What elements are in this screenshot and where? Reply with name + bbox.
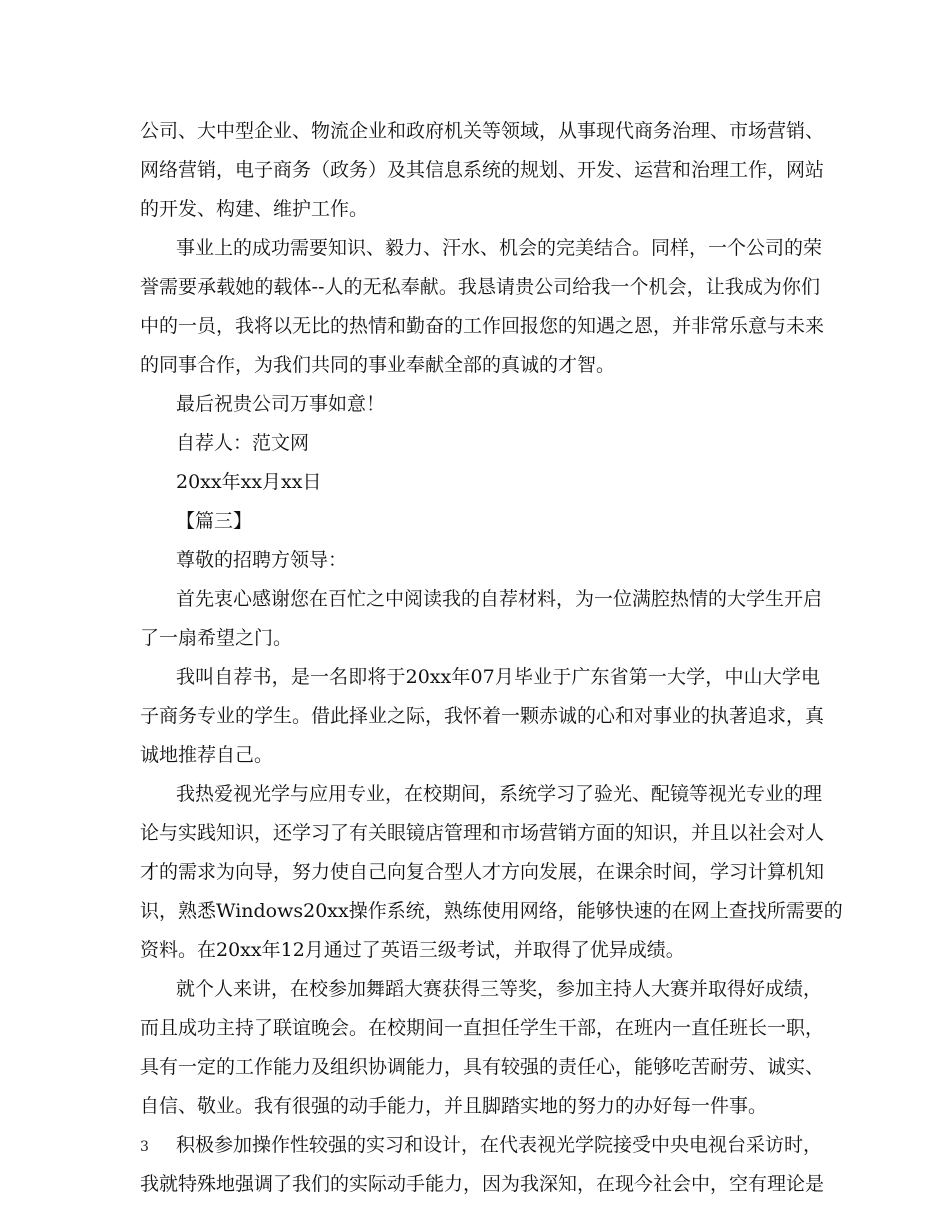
paragraph — [140, 229, 825, 385]
paragraph-line: 论与实践知识，还学习了有关眼镜店管理和市场营销方面的知识，并且以社会对人 — [140, 822, 825, 844]
paragraph-line: 识，熟悉Windows20xx操作系统，熟练使用网络，能够快速的在网上查找所需要的 — [140, 900, 843, 922]
paragraph — [140, 541, 820, 580]
paragraph — [140, 658, 825, 775]
paragraph-line: 公司、大中型企业、物流企业和政府机关等领域，从事现代商务治理、市场营销、 — [140, 120, 825, 142]
paragraph-line: 了一扇希望之门。 — [140, 627, 293, 649]
paragraph-line: 网络营销，电子商务（政务）及其信息系统的规划、开发、运营和治理工作，网站 — [140, 159, 825, 181]
paragraph — [140, 385, 820, 424]
paragraph — [140, 112, 825, 229]
paragraph-line: 就个人来讲，在校参加舞蹈大赛获得三等奖，参加主持人大赛并取得好成绩， — [176, 978, 823, 1000]
paragraph — [140, 502, 820, 541]
paragraph — [140, 775, 843, 970]
paragraph-line: 具有一定的工作能力及组织协调能力，具有较强的责任心，能够吃苦耐劳、诚实、 — [140, 1056, 825, 1078]
paragraph-line: 尊敬的招聘方领导： — [176, 549, 348, 571]
paragraph — [140, 580, 823, 658]
paragraph-line: 最后祝贵公司万事如意！ — [176, 393, 386, 415]
paragraph-line: 的开发、构建、维护工作。 — [140, 198, 369, 220]
paragraph-line: 誉需要承载她的载体--人的无私奉献。我恳请贵公司给我一个机会，让我成为你们 — [140, 276, 820, 298]
paragraph-line: 子商务专业的学生。借此择业之际，我怀着一颗赤诚的心和对事业的执著追求，真 — [140, 705, 825, 727]
paragraph-line: 自荐人：范文网 — [176, 432, 310, 454]
paragraph-line: 【篇三】 — [176, 510, 253, 532]
paragraph-line: 的同事合作，为我们共同的事业奉献全部的真诚的才智。 — [140, 354, 616, 376]
paragraph-line: 我就特殊地强调了我们的实际动手能力，因为我深知，在现今社会中，空有理论是 — [140, 1173, 825, 1195]
paragraph-line: 我热爱视光学与应用专业，在校期间，系统学习了验光、配镜等视光专业的理 — [176, 783, 823, 805]
paragraph — [140, 424, 820, 463]
page-number: 3 — [140, 1139, 149, 1155]
document-body — [140, 112, 843, 1204]
paragraph-line: 才的需求为向导，努力使自己向复合型人才方向发展，在课余时间，学习计算机知 — [140, 861, 825, 883]
paragraph-line: 中的一员，我将以无比的热情和勤奋的工作回报您的知遇之恩，并非常乐意与未来 — [140, 315, 825, 337]
paragraph — [140, 463, 820, 502]
paragraph-line: 20xx年xx月xx日 — [176, 471, 322, 493]
paragraph-line: 我叫自荐书，是一名即将于20xx年07月毕业于广东省第一大学，中山大学电 — [176, 666, 820, 688]
paragraph-line: 而且成功主持了联谊晚会。在校期间一直担任学生干部，在班内一直任班长一职， — [140, 1017, 825, 1039]
paragraph-line: 自信、敬业。我有很强的动手能力，并且脚踏实地的努力的办好每一件事。 — [140, 1095, 768, 1117]
paragraph-line: 事业上的成功需要知识、毅力、汗水、机会的完美结合。同样，一个公司的荣 — [176, 237, 823, 259]
paragraph — [140, 970, 825, 1126]
paragraph-line: 资料。在20xx年12月通过了英语三级考试，并取得了优异成绩。 — [140, 939, 685, 961]
paragraph-line: 积极参加操作性较强的实习和设计，在代表视光学院接受中央电视台采访时， — [176, 1134, 823, 1156]
paragraph — [140, 1126, 825, 1204]
paragraph-line: 首先衷心感谢您在百忙之中阅读我的自荐材料，为一位满腔热情的大学生开启 — [176, 588, 823, 610]
paragraph-line: 诚地推荐自己。 — [140, 744, 274, 766]
